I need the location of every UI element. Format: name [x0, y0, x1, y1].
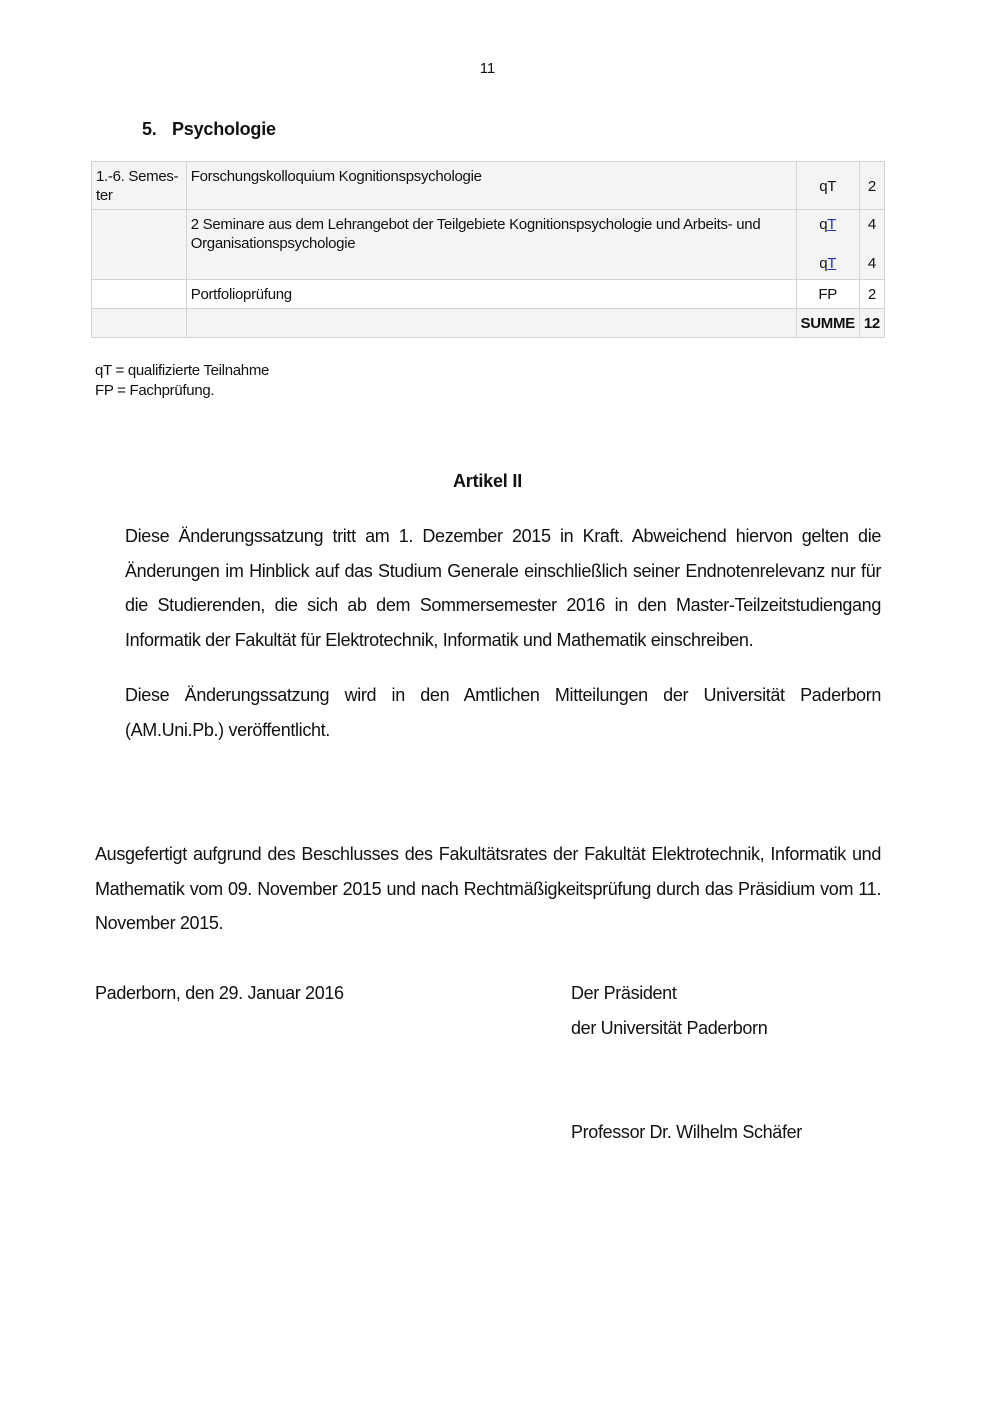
artikel-paragraph-1: Diese Änderungssatzung tritt am 1. Dezember 2015 in Kraft. Abweichend hiervon gelten die Änderungen im Hinblick auf das Studium Generale einschließlich seiner Endnotenrelevanz nur für die Studierenden, die sich ab dem Sommersemester 2016 in den Master-Teilzeitstudiengang Informatik der Fakultät für Elektrotechnik, Informatik und Mathematik einschreiben.: [125, 526, 881, 650]
points-value: 4: [867, 216, 876, 233]
sum-label: SUMME: [796, 309, 859, 338]
module-cell: 2 Seminare aus dem Lehrangebot der Teilgebiete Kognitionspsychologie und Arbeits- und Organisationspsychologie: [186, 210, 796, 280]
legend-qt: qT = qualifizierte Teilnahme: [95, 362, 270, 379]
type-q: q: [819, 216, 828, 233]
points-value: 4: [867, 255, 876, 272]
points-cell: [859, 210, 884, 280]
artikel-paragraph-2: Diese Änderungssatzung wird in den Amtlichen Mitteilungen der Universität Paderborn (AM.Uni.Pb.) veröffentlicht.: [125, 685, 881, 740]
semester-cell: [92, 210, 187, 280]
table-row: [92, 162, 885, 210]
page-number: 11: [479, 60, 496, 77]
semester-cell: [92, 280, 187, 309]
president-institution: der Universität Paderborn: [571, 1018, 768, 1038]
semester-cell: [92, 162, 187, 210]
type-link-qt[interactable]: [801, 254, 855, 273]
legend: [95, 361, 269, 401]
points-cell: 2: [859, 280, 884, 309]
semester-text: 1.-6. Semes- ter: [96, 168, 179, 204]
signatory-name: Professor Dr. Wilhelm Schäfer: [571, 1122, 802, 1142]
legend-fp: FP = Fachprüfung.: [95, 382, 215, 399]
points-cell: 2: [859, 162, 884, 210]
semester-cell: [92, 309, 187, 338]
course-table: [91, 161, 885, 338]
module-cell: [186, 309, 796, 338]
section-number: 5.: [142, 119, 157, 139]
table-row: [92, 210, 885, 280]
type-t: T: [827, 255, 837, 272]
type-cell: FP: [796, 280, 859, 309]
type-cell: [796, 210, 859, 280]
president-title: Der Präsident: [571, 983, 677, 1003]
artikel-heading: Artikel II: [452, 471, 523, 491]
module-cell: Forschungskolloquium Kognitionspsychologie: [186, 162, 796, 210]
module-cell: Portfolioprüfung: [186, 280, 796, 309]
table-row-sum: [92, 309, 885, 338]
type-q: q: [819, 255, 828, 272]
section-heading: [142, 119, 276, 140]
type-t: T: [827, 216, 837, 233]
type-link-qt[interactable]: [801, 215, 855, 234]
sum-value: 12: [859, 309, 884, 338]
type-cell: qT: [796, 162, 859, 210]
section-title: Psychologie: [172, 119, 276, 139]
table-row: [92, 280, 885, 309]
place-date: Paderborn, den 29. Januar 2016: [95, 983, 344, 1003]
closing-paragraph: Ausgefertigt aufgrund des Beschlusses des Fakultätsrates der Fakultät Elektrotechnik, Informatik und Mathematik vom 09. November 2015 und nach Rechtmäßigkeitsprüfung durch das Präsidium vom 11. November 2015.: [95, 844, 881, 933]
